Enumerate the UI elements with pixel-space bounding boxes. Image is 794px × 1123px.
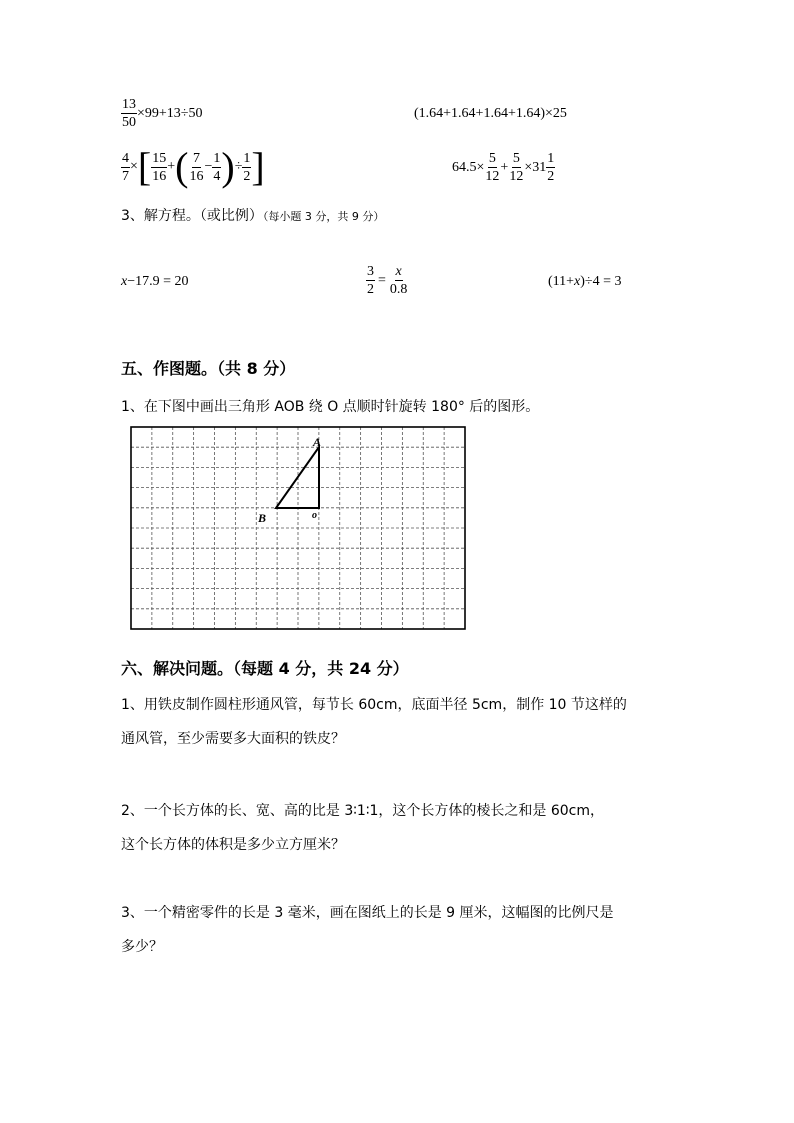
equation-1: x−17.9 = 20 xyxy=(121,274,189,289)
triangle-aob xyxy=(276,447,319,508)
vertex-label-o: o xyxy=(312,510,317,521)
section-5-title: 五、作图题。（共 8 分） xyxy=(121,359,296,378)
fraction: $\frac{1}{4}$ xyxy=(213,150,221,184)
problem-2: 2、一个长方体的长、宽、高的比是 3∶1∶1，这个长方体的棱长之和是 60cm， 这个长方体的体积是多少立方厘米？ xyxy=(121,803,604,853)
fraction: $\frac{5}{12}$ xyxy=(509,151,524,184)
calc-expression-3: $\frac{4}{7}$ × [ $\frac{15}{16}$ + ( $\frac{7}{16}$ − $\frac{1}{4}$ ) ÷ $\frac{1}{2}$ ] xyxy=(122,144,265,189)
problem-3: 3、一个精密零件的长是 3 毫米，画在图纸上的长是 9 厘米，这幅图的比例尺是 多少？ xyxy=(121,905,614,955)
calc-expression-1: $\frac{13}{50}$ ×99+13÷50 xyxy=(122,97,203,130)
fraction: $\frac{1}{2}$ xyxy=(547,151,555,184)
right-paren: ) xyxy=(221,144,235,189)
problem-1: 1、用铁皮制作圆柱形通风管，每节长 60cm，底面半径 5cm，制作 10 节这样的 通风管，至少需要多大面积的铁皮？ xyxy=(121,697,627,747)
fraction: $\frac{5}{12}$ xyxy=(485,151,500,184)
fraction: $\frac{x}{0.8}$ xyxy=(389,264,408,297)
fraction: $\frac{7}{16}$ xyxy=(189,150,204,184)
equation-2: $\frac{3}{2}$ = $\frac{x}{0.8}$ xyxy=(367,264,408,297)
fraction: $\frac{3}{2}$ xyxy=(367,264,374,297)
fraction: $\frac{13}{50}$ xyxy=(122,97,136,130)
vertex-label-a: A xyxy=(313,435,322,449)
fraction: $\frac{4}{7}$ xyxy=(122,150,129,184)
left-square-bracket: [ xyxy=(137,144,152,189)
equation-3: (11+x)÷4 = 3 xyxy=(548,274,622,289)
vertex-label-b: B xyxy=(258,511,267,525)
calc-expression-2: (1.64+1.64+1.64+1.64)×25 xyxy=(414,106,567,121)
section-6-title: 六、解决问题。（每题 4 分，共 24 分） xyxy=(121,659,409,678)
question-3-title: 3、解方程。（或比例）（每小题 3 分，共 9 分） xyxy=(121,208,385,224)
grid-lines xyxy=(131,427,465,629)
right-square-bracket: ] xyxy=(251,144,265,189)
left-paren: ( xyxy=(175,144,189,189)
section-5-question-1: 1、在下图中画出三角形 AOB 绕 O 点顺时针旋转 180° 后的图形。 xyxy=(121,399,540,415)
calc-expression-4: 64.5× $\frac{5}{12}$ + $\frac{5}{12}$ ×31 $\frac{1}{2}$ xyxy=(452,151,555,184)
fraction: $\frac{1}{2}$ xyxy=(243,150,251,184)
fraction: $\frac{15}{16}$ xyxy=(152,150,167,184)
